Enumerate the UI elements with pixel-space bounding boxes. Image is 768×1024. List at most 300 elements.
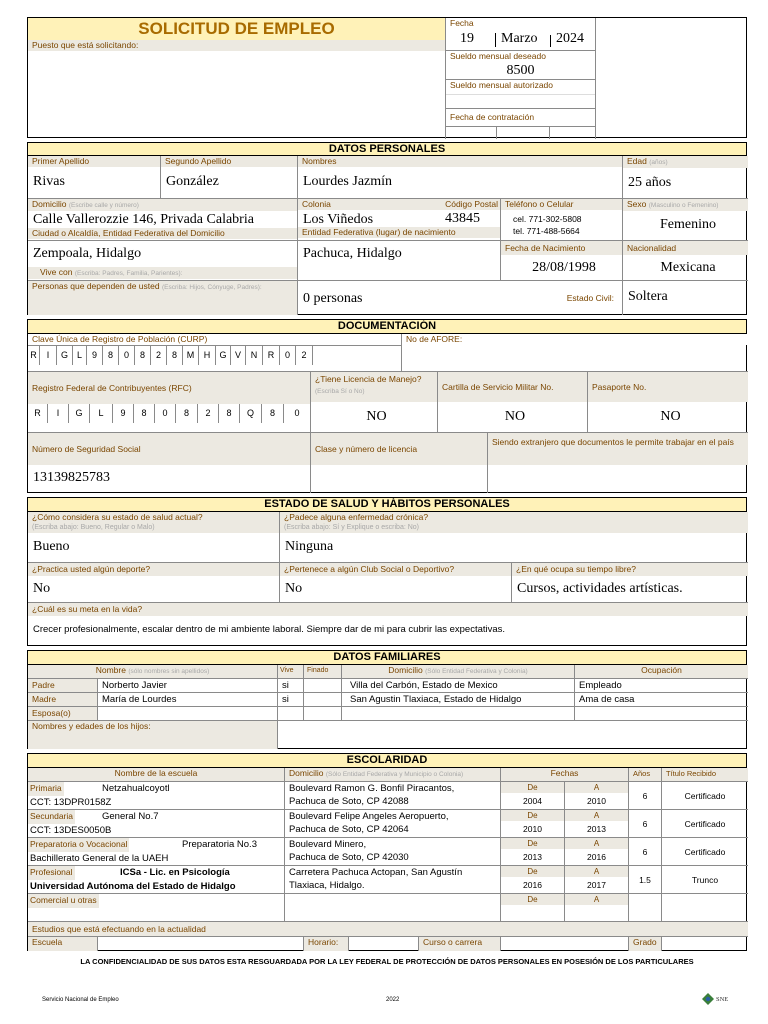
health-q1-cell [28, 512, 280, 563]
phone-label: Teléfono o Celular [501, 199, 622, 210]
nss-label: Número de Seguridad Social [28, 433, 310, 465]
school-line1 [28, 838, 284, 852]
school-to[interactable]: 2017 [587, 880, 606, 890]
nationality-cell [623, 241, 748, 281]
sne-logo [702, 992, 736, 1006]
military-value[interactable]: NO [504, 409, 526, 424]
school-to-cell [565, 782, 629, 810]
school-a-label: A [565, 810, 628, 821]
rfc-char[interactable]: L [90, 404, 113, 423]
colonia-label: Colonia [302, 199, 331, 209]
school-name[interactable]: Netzahualcoyotl [102, 783, 170, 794]
school-address-cell [285, 866, 501, 894]
school-line2[interactable]: CCT: 13DPR0158Z [30, 797, 112, 808]
nss-cell [28, 433, 311, 493]
curp-char[interactable]: R [263, 346, 280, 365]
phone1-value[interactable]: cel. 771-302-5808 [513, 214, 582, 224]
rfc-char[interactable]: 8 [134, 404, 155, 423]
health-q2-cell [280, 512, 748, 563]
family-h-dead: Finado [304, 665, 342, 679]
footer-center: 2022 [386, 997, 400, 1003]
school-title-received[interactable]: Certificado [662, 782, 748, 810]
school-title-received[interactable]: Trunco [662, 866, 748, 894]
health-a1[interactable]: Bueno [33, 539, 70, 554]
health-q6-cell [28, 603, 748, 646]
school-header-row [28, 768, 748, 782]
family-role: Padre [28, 679, 98, 693]
lives-with-row [28, 267, 297, 279]
family-h-address-cell [342, 665, 575, 679]
date-label: Fecha [446, 18, 595, 29]
rfc-label: Registro Federal de Contribuyentes (RFC) [28, 372, 310, 404]
school-address-cell [285, 894, 501, 922]
school-a-label: A [565, 866, 628, 877]
rfc-char[interactable]: Q [240, 404, 262, 423]
family-address[interactable] [342, 707, 575, 721]
school-h-address-cell [285, 768, 501, 782]
afore-cell [402, 334, 748, 372]
nationality-label: Nacionalidad [623, 241, 748, 255]
phone2-value[interactable]: tel. 771-488-5664 [513, 226, 580, 236]
rfc-cell [28, 372, 311, 433]
family-alive[interactable]: si [278, 693, 304, 707]
school-title-received[interactable] [662, 894, 748, 922]
city-value[interactable]: Zempoala, Hidalgo [33, 246, 142, 261]
surname1-cell [28, 156, 161, 199]
school-h-years: Años [629, 768, 662, 782]
school-title: ESCOLARIDAD [28, 754, 746, 768]
dependents-label: Personas que dependen de usted [32, 281, 160, 291]
family-h-name-cell [28, 665, 278, 679]
birthdate-cell [501, 241, 623, 281]
children-label: Nombres y edades de los hijos: [28, 721, 278, 749]
school-a-label: A [565, 838, 628, 849]
family-h-alive: Vive [278, 665, 304, 679]
grade-input[interactable] [662, 937, 748, 951]
salary-desired-box [446, 51, 596, 80]
dependents-value[interactable]: 0 personas [303, 291, 363, 306]
school-level: Comercial u otras [28, 894, 99, 908]
birthplace-cell [298, 241, 501, 281]
family-name[interactable]: María de Lourdes [98, 693, 278, 707]
school-line2[interactable]: CCT: 13DES0050B [30, 825, 112, 836]
health-q6: ¿Cuál es su meta en la vida? [28, 603, 748, 616]
health-q5: ¿En qué ocupa su tiempo libre? [512, 563, 748, 576]
position-input[interactable] [28, 51, 445, 137]
school-to[interactable]: 2013 [587, 824, 606, 834]
school-from-cell [501, 866, 565, 894]
school-address-1[interactable]: Carretera Pachuca Actopan, San Agustín [289, 867, 463, 878]
children-input[interactable] [278, 721, 748, 749]
address-hint: (Escribe calle y número) [68, 202, 139, 209]
title-box [28, 18, 446, 139]
family-h-address-hint: (Sólo Entidad Federativa y Colonia) [425, 668, 528, 675]
phone-cell [501, 199, 623, 241]
curp-cell [28, 334, 402, 372]
military-cell [438, 372, 588, 433]
school-de-label: De [501, 782, 564, 793]
dependents-hint: (Escriba: Hijos, Cónyuge, Padres): [161, 284, 262, 291]
dependents-label-cell [28, 281, 298, 315]
school-name-cell [28, 838, 285, 866]
surname1-value[interactable]: Rivas [33, 174, 65, 189]
curp-char[interactable]: G [216, 346, 231, 365]
curp-char[interactable]: M [183, 346, 199, 365]
curp-char[interactable]: H [199, 346, 216, 365]
family-job[interactable]: Ama de casa [575, 693, 748, 707]
health-a3[interactable]: No [33, 581, 51, 596]
rfc-char[interactable]: 2 [198, 404, 219, 423]
birthdate-value[interactable]: 28/08/1998 [532, 260, 596, 275]
school-de-label: De [501, 810, 564, 821]
curp-char[interactable]: V [231, 346, 246, 365]
school-row [28, 782, 748, 810]
school-address-cell [285, 782, 501, 810]
date-month[interactable]: Marzo [501, 31, 538, 46]
license-value[interactable]: NO [366, 409, 387, 424]
personal-section [27, 142, 747, 315]
school-a-label: A [565, 782, 628, 793]
school-address-cell [285, 810, 501, 838]
surname1-label: Primer Apellido [28, 156, 160, 167]
curp-label: Clave Única de Registro de Población (CURP) [28, 334, 401, 345]
school-address-2[interactable]: Tlaxiaca, Hidalgo. [289, 880, 365, 891]
school-address-1[interactable]: Boulevard Ramon G. Bonfil Piracantos, [289, 783, 455, 794]
family-role: Madre [28, 693, 98, 707]
school-h-address: Domicilio [289, 768, 324, 778]
family-title: DATOS FAMILIARES [28, 651, 746, 665]
hire-date-label: Fecha de contratación [446, 109, 595, 125]
zip-label: Código Postal [445, 199, 498, 209]
school-row [28, 894, 748, 922]
hire-date-box [446, 109, 596, 139]
civil-value[interactable]: Soltera [628, 289, 668, 304]
license-label-row [311, 372, 437, 402]
health-section [27, 497, 747, 646]
curp-char[interactable]: N [246, 346, 263, 365]
names-cell [298, 156, 623, 199]
family-job[interactable] [575, 707, 748, 721]
address-value[interactable]: Calle Vallerozzie 146, Privada Calabria [33, 212, 254, 227]
rfc-char[interactable]: 0 [284, 404, 311, 423]
curp-char[interactable]: 8 [167, 346, 183, 365]
rfc-char[interactable]: 8 [262, 404, 284, 423]
health-a2[interactable]: Ninguna [285, 539, 334, 554]
school-from-cell [501, 894, 565, 922]
school-level: Secundaria [28, 810, 75, 824]
health-q4: ¿Pertenece a algún Club Social o Deportivo? [280, 563, 511, 576]
school-title-received[interactable]: Certificado [662, 838, 748, 866]
school-de-label: De [501, 838, 564, 849]
health-q5-cell [512, 563, 748, 603]
school-level: Profesional [28, 866, 75, 880]
rfc-char[interactable]: R [28, 404, 48, 423]
school-from-cell [501, 810, 565, 838]
school-to-cell [565, 838, 629, 866]
footer-left: Servicio Nacional de Empleo [42, 997, 119, 1003]
school-line1 [28, 894, 284, 908]
date-day[interactable]: 19 [460, 31, 474, 46]
family-dead[interactable] [304, 693, 342, 707]
school-h-school: Nombre de la escuela [28, 768, 285, 782]
school-line1 [28, 782, 284, 796]
rfc-char[interactable]: 9 [113, 404, 134, 423]
curp-grid[interactable] [28, 345, 401, 364]
photo-box [596, 18, 748, 139]
school-level: Primaria [28, 782, 64, 796]
curp-char[interactable]: I [40, 346, 57, 365]
health-a4[interactable]: No [285, 581, 303, 596]
license-cell [311, 372, 438, 433]
birthplace-label: Entidad Federativa (lugar) de nacimiento [298, 227, 500, 238]
salary-authorized-label: Sueldo mensual autorizado [446, 80, 595, 91]
dependents-cell [298, 281, 623, 315]
school-years[interactable]: 6 [629, 782, 662, 810]
school-name[interactable]: ICSa - Lic. en Psicología [120, 867, 230, 878]
health-title: ESTADO DE SALUD Y HÁBITOS PERSONALES [28, 498, 746, 512]
school-from[interactable]: 2016 [523, 880, 542, 890]
school-section [27, 753, 747, 951]
birthplace-value[interactable]: Pachuca, Hidalgo [303, 246, 402, 261]
school-address-1[interactable]: Boulevard Minero, [289, 839, 367, 850]
school-row [28, 810, 748, 838]
family-name[interactable] [98, 707, 278, 721]
school-address-2[interactable]: Pachuca de Soto, CP 42088 [289, 796, 409, 807]
civil-cell [623, 281, 748, 315]
birthdate-label: Fecha de Nacimiento [501, 241, 622, 255]
privacy-notice: LA CONFIDENCIALIDAD DE SUS DATOS ESTA RESGUARDADA POR LA LEY FEDERAL DE PROTECCIÓN DE DATOS PERSONALES EN POSESIÓN DE LOS PARTICULARES [80, 957, 694, 966]
family-role: Esposa(o) [28, 707, 98, 721]
school-line2[interactable]: Universidad Autónoma del Estado de Hidalgo [30, 881, 236, 892]
date-box [446, 18, 596, 51]
school-name[interactable]: General No.7 [102, 811, 159, 822]
current-studies-row [28, 922, 748, 937]
curp-char[interactable]: 0 [280, 346, 296, 365]
colonia-value[interactable]: Los Viñedos [303, 212, 374, 227]
family-h-address: Domicilio [388, 665, 423, 675]
family-dead[interactable] [304, 679, 342, 693]
lives-with-label: Vive con [40, 267, 73, 277]
sne-logo-text: SNE [716, 995, 729, 1003]
school-h-title: Título Recibido [662, 768, 748, 782]
age-hint: (años) [649, 159, 668, 166]
city-cell [28, 241, 298, 281]
form-title: SOLICITUD DE EMPLEO [28, 18, 445, 40]
sex-label: Sexo [627, 199, 647, 209]
school-name[interactable]: Preparatoria No.3 [182, 839, 257, 850]
curp-char[interactable]: 2 [296, 346, 313, 365]
surname2-label: Segundo Apellido [161, 156, 297, 167]
family-job[interactable]: Empleado [575, 679, 748, 693]
position-label: Puesto que está solicitando: [28, 40, 445, 51]
school-title-received[interactable]: Certificado [662, 810, 748, 838]
address-cell [28, 199, 298, 241]
school-level: Preparatoria o Vocacional [28, 838, 129, 852]
school-years[interactable] [629, 894, 662, 922]
schedule-label: Horario: [304, 937, 349, 951]
school-a-label: A [565, 894, 628, 905]
colonia-row [298, 210, 500, 227]
curp-char[interactable]: 8 [135, 346, 151, 365]
school-h-dates: Fechas [501, 768, 629, 782]
civil-label: Estado Civil: [566, 293, 614, 303]
age-label-row [623, 156, 748, 168]
school-to[interactable]: 2010 [587, 796, 606, 806]
foreign-label: Siendo extranjero que documentos le permite trabajar en el país [488, 433, 748, 465]
school-line1 [28, 866, 284, 880]
passport-value[interactable]: NO [660, 409, 681, 424]
lives-with-hint: (Escriba: Padres, Familia, Parientes): [74, 270, 183, 277]
address-label-row [28, 199, 297, 211]
family-address[interactable]: San Agustin Tlaxiaca, Estado de Hidalgo [342, 693, 575, 707]
family-h-name-hint: (sólo nombres sin apellidos) [128, 668, 210, 675]
curp-char[interactable]: G [57, 346, 73, 365]
school-years[interactable]: 1.5 [629, 866, 662, 894]
family-dead[interactable] [304, 707, 342, 721]
surname2-value[interactable]: González [166, 174, 219, 189]
school-name-cell [28, 810, 285, 838]
family-header-row [28, 665, 748, 679]
military-label: Cartilla de Servicio Militar No. [438, 372, 587, 402]
rfc-char[interactable]: 8 [176, 404, 198, 423]
sne-logo-icon [702, 993, 714, 1005]
curp-char[interactable]: L [73, 346, 87, 365]
family-address[interactable]: Villa del Carbón, Estado de Mexico [342, 679, 575, 693]
rfc-char[interactable]: 0 [155, 404, 176, 423]
sex-value[interactable]: Femenino [660, 217, 716, 232]
family-name[interactable]: Norberto Javier [98, 679, 278, 693]
school-h-address-hint: (Sólo Entidad Federativa y Municipio o Colonia) [325, 771, 464, 778]
school-address-1[interactable]: Boulevard Felipe Angeles Aeropuerto, [289, 811, 449, 822]
curp-char[interactable]: 8 [103, 346, 119, 365]
curp-char[interactable]: 9 [87, 346, 103, 365]
school-from[interactable]: 2004 [523, 796, 542, 806]
school-address-2[interactable]: Pachuca de Soto, CP 42064 [289, 824, 409, 835]
salary-authorized-box [446, 80, 596, 109]
health-a5[interactable]: Cursos, actividades artísticas. [517, 581, 683, 596]
school-from[interactable]: 2010 [523, 824, 542, 834]
license-question: ¿Tiene Licencia de Manejo? [315, 374, 422, 384]
school-from-cell [501, 782, 565, 810]
sex-label-row [623, 199, 748, 211]
health-q3: ¿Practica usted algún deporte? [28, 563, 279, 576]
family-row [28, 693, 748, 707]
curp-char[interactable]: R [28, 346, 40, 365]
school-years[interactable]: 6 [629, 838, 662, 866]
course-label: Curso o carrera [419, 937, 501, 951]
salary-desired-label: Sueldo mensual deseado [446, 51, 595, 62]
school-from-cell [501, 838, 565, 866]
dependents-label-row [28, 281, 297, 315]
colonia-cell [298, 199, 501, 241]
current-studies-fields [28, 937, 748, 951]
current-studies-label: Estudios que está efectuando en la actualidad [28, 922, 748, 937]
school-to[interactable]: 2016 [587, 852, 606, 862]
school-address-cell [285, 838, 501, 866]
passport-cell [588, 372, 748, 433]
rfc-char[interactable]: I [48, 404, 69, 423]
curp-char[interactable]: 0 [119, 346, 135, 365]
family-alive[interactable] [278, 707, 304, 721]
health-q1: ¿Cómo considera su estado de salud actual? [28, 512, 279, 523]
surname2-cell [161, 156, 298, 199]
foreign-cell [488, 433, 748, 493]
health-q3-cell [28, 563, 280, 603]
health-q2-hint: (Escriba abajo: Sí y Explique o escriba: No) [280, 523, 748, 533]
school-line2[interactable]: Bachillerato General de la UAEH [30, 853, 169, 864]
age-label: Edad [627, 156, 647, 166]
health-q2: ¿Padece alguna enfermedad crónica? [280, 512, 748, 523]
header-section [27, 17, 747, 138]
health-a6[interactable]: Crecer profesionalmente, escalar dentro de mi ambiente laboral. Siempre dar de mi para cubrir las expectativas. [33, 624, 506, 635]
salary-authorized-input[interactable] [446, 94, 595, 108]
school-to-cell [565, 894, 629, 922]
family-row [28, 707, 748, 721]
school-years[interactable]: 6 [629, 810, 662, 838]
family-row [28, 679, 748, 693]
license-hint: (Escriba Sí o No) [315, 388, 365, 395]
family-section [27, 650, 747, 749]
family-h-job: Ocupación [575, 665, 748, 679]
personal-title: DATOS PERSONALES [28, 143, 746, 156]
rfc-grid[interactable] [28, 404, 310, 423]
date-year[interactable]: 2024 [556, 31, 584, 46]
school-name-cell [28, 894, 285, 922]
nss-value[interactable]: 13139825783 [33, 470, 110, 485]
school-line1 [28, 810, 284, 824]
school-de-label: De [501, 894, 564, 905]
health-q4-cell [280, 563, 512, 603]
school-from[interactable]: 2013 [523, 852, 542, 862]
afore-label: No de AFORE: [402, 334, 748, 345]
license-num-label: Clase y número de licencia [311, 433, 487, 465]
curp-char[interactable]: 2 [151, 346, 167, 365]
salary-desired-value[interactable]: 8500 [506, 63, 535, 78]
rfc-char[interactable]: G [69, 404, 90, 423]
course-input[interactable] [501, 937, 629, 951]
nationality-value[interactable]: Mexicana [660, 260, 716, 275]
age-cell [623, 156, 748, 199]
zip-value[interactable]: 43845 [445, 211, 480, 226]
family-alive[interactable]: si [278, 679, 304, 693]
school-name-cell [28, 866, 285, 894]
sex-cell [623, 199, 748, 241]
school-de-label: De [501, 866, 564, 877]
address-label: Domicilio [32, 199, 67, 209]
schedule-input[interactable] [349, 937, 419, 951]
passport-label: Pasaporte No. [588, 372, 748, 402]
family-h-name: Nombre [95, 665, 126, 675]
age-value[interactable]: 25 años [628, 175, 672, 190]
health-q1-hint: (Escriba abajo: Bueno, Regular o Malo) [28, 523, 279, 533]
grade-label: Grado [629, 937, 662, 951]
school-row [28, 866, 748, 894]
school-to-cell [565, 866, 629, 894]
names-value[interactable]: Lourdes Jazmín [303, 174, 393, 189]
school-row [28, 838, 748, 866]
school-address-2[interactable]: Pachuca de Soto, CP 42030 [289, 852, 409, 863]
names-label: Nombres [298, 156, 622, 167]
sex-hint: (Masculino o Femenino) [648, 202, 719, 209]
school-name-cell [28, 782, 285, 810]
rfc-char[interactable]: 8 [219, 404, 240, 423]
city-label: Ciudad o Alcaldía, Entidad Federativa del Domicilio [28, 228, 297, 239]
current-school-label: Escuela [28, 937, 98, 951]
current-school-input[interactable] [98, 937, 304, 951]
license-num-cell [311, 433, 488, 493]
school-to-cell [565, 810, 629, 838]
colonia-label-row [298, 199, 500, 210]
